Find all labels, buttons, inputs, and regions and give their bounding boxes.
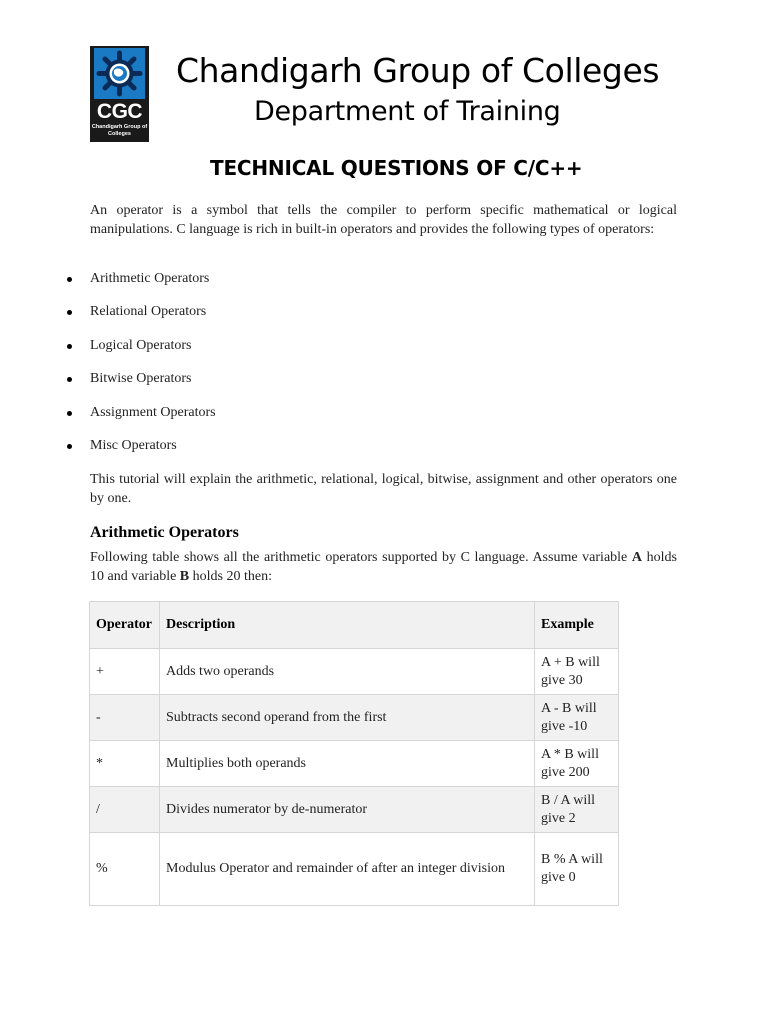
logo-text: CGC [96,100,143,123]
list-item-label: Logical Operators [90,337,192,353]
bullet-icon [67,377,72,382]
document-title: TECHNICAL QUESTIONS OF C/C++ [210,156,583,180]
example-cell: A - B will give -10 [535,695,619,741]
example-cell: A * B will give 200 [535,741,619,787]
bullet-icon [67,444,72,449]
description-cell: Adds two operands [160,649,535,695]
description-cell: Divides numerator by de-numerator [160,787,535,833]
variable-a: A [631,550,643,565]
list-item [0,337,768,370]
cgc-logo [90,46,149,142]
operator-cell: * [90,741,160,787]
bullet-icon [67,344,72,349]
column-header-description: Description [160,602,535,649]
description-cell: Subtracts second operand from the first [160,695,535,741]
list-item-label: Bitwise Operators [90,371,192,387]
table-row [90,833,619,906]
college-name: Chandigarh Group of Colleges [176,51,660,90]
list-item-label: Assignment Operators [90,404,216,420]
description-cell: Multiplies both operands [160,741,535,787]
column-header-example: Example [535,602,619,649]
list-item-label: Arithmetic Operators [90,271,210,286]
table-intro-text: holds 10 and variable [90,550,677,584]
example-cell: B % A will give 0 [535,833,619,906]
table-intro-text: Following table shows all the arithmetic operators supported by C language. Assume variable [90,550,632,565]
table-row [90,649,619,695]
operator-cell: % [90,833,160,906]
list-item [0,270,768,303]
list-item-label: Misc Operators [90,437,177,453]
section-heading: Arithmetic Operators [90,524,239,541]
list-item [0,303,768,336]
table-intro-paragraph [90,549,677,586]
operator-cell: + [90,649,160,695]
description-cell: Modulus Operator and remainder of after an integer division [160,833,535,906]
logo-subtext: Chandigarh Group of Colleges [91,124,148,137]
operator-cell: / [90,787,160,833]
operator-cell: - [90,695,160,741]
department-name: Department of Training [254,96,561,127]
example-cell: B / A will give 2 [535,787,619,833]
list-item [0,437,768,470]
column-header-operator: Operator [90,602,160,649]
example-cell: A + B will give 30 [535,649,619,695]
tutorial-paragraph: This tutorial will explain the arithmetic, relational, logical, bitwise, assignment and other operators one by one. [90,472,677,506]
bullet-icon [67,310,72,315]
table-row [90,695,619,741]
table-row [90,787,619,833]
gear-globe-emblem-icon [94,48,145,99]
list-item-label: Relational Operators [90,304,207,320]
arithmetic-operators-table [89,601,619,906]
table-header-row [90,602,619,649]
intro-paragraph: An operator is a symbol that tells the compiler to perform specific mathematical or logical manipulations. C language is rich in built-in operators and provides the following types of operators: [90,203,677,237]
bullet-icon [67,411,72,416]
operator-types-list [0,270,768,470]
bullet-icon [67,277,72,282]
list-item [0,370,768,403]
table-row [90,741,619,787]
variable-b: B [179,568,190,584]
list-item [0,404,768,437]
table-intro-text: holds 20 then: [189,568,272,584]
